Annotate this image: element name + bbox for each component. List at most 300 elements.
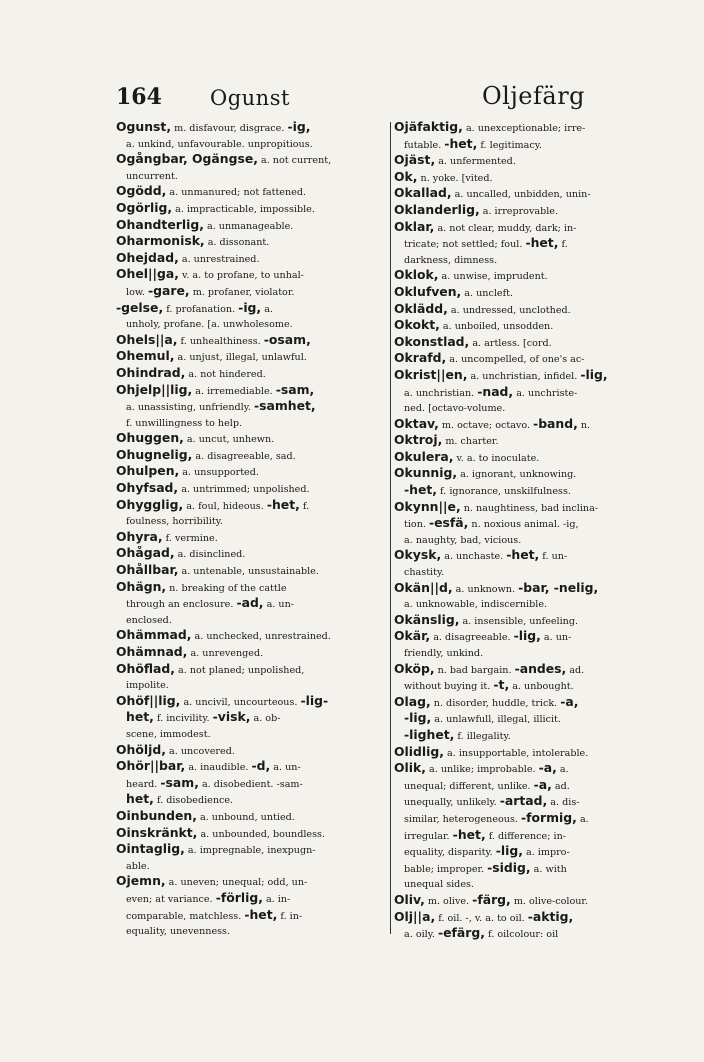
entry-line bbox=[394, 629, 666, 646]
headword: Okänslig, bbox=[394, 612, 460, 627]
definition-text: a. dis- bbox=[547, 797, 580, 809]
entry-line bbox=[116, 596, 386, 613]
definition-text: n. bbox=[577, 419, 591, 431]
headword: -ad, bbox=[236, 596, 264, 611]
headword: -efärg, bbox=[437, 926, 485, 940]
headword: Ogörlig, bbox=[116, 200, 173, 215]
definition-text: n. breaking of the cattle bbox=[166, 582, 287, 594]
definition-text: low. bbox=[126, 286, 149, 298]
definition-text: a. untrimmed; unpolished. bbox=[178, 484, 310, 496]
entry-line bbox=[394, 137, 666, 154]
headword: Oklanderlig, bbox=[394, 202, 480, 217]
entry-line bbox=[394, 186, 666, 203]
definition-text: a. disagreeable, sad. bbox=[192, 450, 296, 462]
headword: Ohöljd, bbox=[116, 742, 166, 757]
entry-line bbox=[394, 203, 666, 220]
definition-text: a. unchaste. bbox=[441, 551, 507, 563]
headword: Ohyra, bbox=[116, 529, 163, 544]
definition-text: a. unjust, illegal, unlawful. bbox=[174, 352, 307, 364]
entry-line bbox=[116, 924, 386, 940]
headword: Okrafd, bbox=[394, 351, 447, 366]
headword: -esfä, bbox=[428, 516, 469, 531]
entry-line bbox=[394, 500, 666, 517]
definition-text: chastity. bbox=[404, 567, 445, 579]
entry-line bbox=[394, 728, 666, 745]
entry-line bbox=[116, 251, 386, 268]
entry-line bbox=[394, 745, 666, 762]
definition-text: a. in- bbox=[262, 893, 291, 905]
definition-text: a. disagreeable. bbox=[430, 632, 514, 644]
definition-text: f. bbox=[299, 500, 310, 512]
definition-text: a. unknowable, indiscernible. bbox=[404, 599, 548, 611]
headword: Oharmonisk, bbox=[116, 234, 205, 249]
definition-text: f. ignorance, unskilfulness. bbox=[437, 486, 571, 498]
headword: Oinbunden, bbox=[116, 808, 197, 823]
headword: Ohägn, bbox=[116, 579, 167, 594]
headword: -formig, bbox=[520, 810, 577, 825]
headword: -andes, bbox=[514, 661, 567, 676]
headword: Okonstlad, bbox=[394, 334, 470, 349]
definition-text: tricate; not settled; foul. bbox=[404, 239, 526, 251]
entry-line bbox=[394, 516, 666, 533]
definition-text: a. un- bbox=[263, 599, 294, 611]
headword: -lig- bbox=[300, 693, 329, 708]
definition-text: a. inaudible. bbox=[185, 762, 252, 774]
entry-line bbox=[394, 711, 666, 728]
entry-line bbox=[116, 317, 386, 333]
definition-text: heard. bbox=[126, 778, 161, 790]
definition-text: a. uncovered. bbox=[165, 745, 235, 757]
definition-text: scene, immodest. bbox=[126, 728, 211, 740]
definition-text: a. unmanageable. bbox=[203, 220, 294, 232]
definition-text: a. foul, hideous. bbox=[183, 500, 267, 512]
entry-line bbox=[394, 268, 666, 285]
headword: -het, bbox=[506, 548, 540, 563]
definition-text: a. unchecked, unrestrained. bbox=[191, 631, 331, 643]
headword: -lig, bbox=[580, 367, 608, 382]
headword: het, bbox=[126, 792, 154, 807]
definition-text: similar, heterogeneous. bbox=[404, 813, 521, 825]
definition-text: foulness, horribility. bbox=[126, 516, 223, 528]
entry-line bbox=[394, 565, 666, 581]
headword: Ohuggen, bbox=[116, 431, 184, 446]
definition-text: a. impregnable, inexpugn- bbox=[184, 845, 316, 857]
headword: Oinskränkt, bbox=[116, 825, 198, 840]
entry-line bbox=[116, 842, 386, 859]
headword: Olidlig, bbox=[394, 744, 444, 759]
definition-text: a. not current, bbox=[257, 155, 332, 167]
definition-text: a. bbox=[576, 813, 589, 825]
headword: Ohämnad, bbox=[116, 645, 188, 659]
headword: -het, bbox=[444, 136, 478, 151]
entry-line bbox=[394, 581, 666, 598]
headword: -aktig, bbox=[527, 909, 574, 924]
entry-line bbox=[394, 302, 666, 319]
right-guide-word: Oljefärg bbox=[482, 82, 586, 110]
entry-line bbox=[116, 759, 386, 776]
entry-line bbox=[116, 333, 386, 350]
definition-text: f. difference; in- bbox=[485, 830, 566, 842]
entry-line bbox=[394, 466, 666, 483]
entry-line bbox=[394, 236, 666, 253]
entry-line bbox=[116, 234, 386, 251]
definition-text: equality, disparity. bbox=[404, 847, 496, 859]
headword: Okokt, bbox=[394, 318, 440, 333]
entry-line bbox=[116, 431, 386, 448]
headword: Ojemn, bbox=[116, 874, 166, 889]
headword: Ogödd, bbox=[116, 184, 167, 199]
headword: Okysk, bbox=[394, 548, 442, 563]
headword: Oklufven, bbox=[394, 284, 462, 299]
definition-text: able. bbox=[126, 860, 150, 872]
entry-line bbox=[116, 201, 386, 218]
headword: -sam, bbox=[160, 775, 199, 790]
headword: Ohågad, bbox=[116, 546, 175, 561]
definition-text: ad. bbox=[551, 780, 570, 792]
entry-line bbox=[116, 120, 386, 137]
headword: Olik, bbox=[394, 761, 426, 776]
definition-text: a. unknown. bbox=[452, 583, 519, 595]
page-header bbox=[116, 80, 676, 120]
definition-text: tion. bbox=[404, 519, 429, 531]
definition-text: unequal; different, unlike. bbox=[404, 780, 534, 792]
definition-text: a. bbox=[261, 303, 273, 315]
entry-line bbox=[116, 743, 386, 760]
headword: Oktroj, bbox=[394, 433, 443, 448]
headword: Ohållbar, bbox=[116, 563, 179, 578]
headword: Ohämmad, bbox=[116, 628, 192, 643]
entry-line bbox=[116, 710, 386, 727]
definition-text: a. uncivil, uncourteous. bbox=[180, 696, 301, 708]
headword: -lig, bbox=[513, 629, 541, 644]
definition-text: a. naughty, bad, vicious. bbox=[404, 534, 522, 546]
headword: Ohöf||lig, bbox=[116, 693, 181, 708]
definition-text: f. oil. -, v. a. to oil. bbox=[435, 912, 528, 924]
definition-text: v. a. to inoculate. bbox=[453, 452, 540, 464]
headword: Okulera, bbox=[394, 449, 454, 464]
definition-text: a. unrevenged. bbox=[187, 648, 264, 659]
definition-text: a. uncalled, unbidden, unin- bbox=[451, 189, 591, 201]
headword: -färg, bbox=[472, 892, 511, 907]
entry-line bbox=[116, 859, 386, 875]
entry-line bbox=[394, 761, 666, 778]
entry-line bbox=[116, 776, 386, 793]
entry-line bbox=[394, 893, 666, 910]
entry-line bbox=[394, 877, 666, 893]
definition-text: m. disfavour, disgrace. bbox=[171, 123, 288, 134]
entry-line bbox=[394, 926, 666, 940]
headword: Ojäfaktig, bbox=[394, 120, 463, 134]
headword: -samhet, bbox=[253, 399, 316, 414]
entry-line bbox=[116, 727, 386, 743]
headword: Oklok, bbox=[394, 268, 439, 283]
headword: Ok, bbox=[394, 169, 418, 184]
definition-text: f. legitimacy. bbox=[477, 139, 542, 151]
entry-line bbox=[116, 694, 386, 711]
definition-text: a. unchristian, infidel. bbox=[467, 370, 581, 382]
entry-line bbox=[116, 184, 386, 201]
definition-text: a. undressed, unclothed. bbox=[447, 304, 571, 316]
definition-text: unequally, unlikely. bbox=[404, 797, 500, 809]
definition-text: a. insensible, unfeeling. bbox=[459, 615, 579, 627]
headword: -lig, bbox=[404, 711, 432, 726]
definition-text: irregular. bbox=[404, 830, 453, 842]
definition-text: darkness, dimness. bbox=[404, 254, 498, 266]
definition-text: f. incivility. bbox=[153, 713, 213, 725]
definition-text: a. unmanured; not fattened. bbox=[166, 187, 307, 199]
headword: -artad, bbox=[499, 794, 548, 809]
definition-text: a. impracticable, impossible. bbox=[172, 203, 315, 215]
entry-line bbox=[394, 433, 666, 450]
entry-line bbox=[394, 794, 666, 811]
definition-text: enclosed. bbox=[126, 614, 172, 626]
headword: Ojäst, bbox=[394, 153, 436, 168]
headword: Oktav, bbox=[394, 416, 439, 431]
definition-text: f. disobedience. bbox=[153, 795, 234, 807]
definition-text: a. not hindered. bbox=[185, 368, 266, 380]
headword: Olag, bbox=[394, 694, 431, 709]
definition-text: a. unexceptionable; irre- bbox=[462, 123, 586, 134]
definition-text: m. octave; octavo. bbox=[438, 419, 534, 431]
definition-text: through an enclosure. bbox=[126, 599, 237, 611]
definition-text: a. unboiled, unsodden. bbox=[439, 321, 554, 333]
headword: -het, bbox=[452, 827, 486, 842]
definition-text: a. irremediable. bbox=[192, 385, 276, 397]
headword: -het, bbox=[266, 497, 300, 512]
headword: Ohindrad, bbox=[116, 365, 186, 380]
headword: -a, bbox=[538, 761, 557, 776]
entry-line bbox=[394, 811, 666, 828]
entry-line bbox=[394, 483, 666, 500]
definition-text: a. uncleft. bbox=[461, 287, 514, 299]
entry-line bbox=[394, 401, 666, 417]
definition-text: a. un- bbox=[270, 762, 301, 774]
definition-text: f. un- bbox=[539, 551, 568, 563]
page-number: 164 bbox=[116, 84, 162, 110]
entry-line bbox=[116, 267, 386, 284]
headword: Okär, bbox=[394, 629, 431, 644]
definition-text: equality, unevenness. bbox=[126, 926, 231, 938]
headword: Ohyfsad, bbox=[116, 481, 179, 496]
definition-text: even; at variance. bbox=[126, 893, 216, 905]
entry-line bbox=[116, 908, 386, 925]
definition-text: a. oily. bbox=[404, 929, 438, 940]
definition-text: a. uncompelled, of one's ac- bbox=[446, 354, 585, 366]
headword: Okunnig, bbox=[394, 466, 458, 481]
entry-line bbox=[394, 613, 666, 630]
headword: Oliv, bbox=[394, 892, 425, 907]
entry-line bbox=[394, 450, 666, 467]
entry-line bbox=[116, 481, 386, 498]
definition-text: unequal sides. bbox=[404, 879, 474, 891]
headword: het, bbox=[126, 710, 154, 725]
headword: -ig, bbox=[287, 120, 311, 134]
headword: -d, bbox=[251, 759, 271, 774]
headword: -het, bbox=[404, 483, 437, 498]
entry-line bbox=[116, 580, 386, 597]
entry-line bbox=[116, 448, 386, 465]
entry-line bbox=[394, 368, 666, 385]
entry-line bbox=[394, 910, 666, 927]
definition-text: a. unbought. bbox=[509, 681, 574, 693]
definition-text: a. unassisting, unfriendly. bbox=[126, 402, 254, 414]
entry-line bbox=[116, 645, 386, 662]
definition-text: a. untenable, unsustainable. bbox=[178, 566, 319, 578]
entry-line bbox=[394, 335, 666, 352]
headword: Ohandterlig, bbox=[116, 217, 204, 232]
entry-line bbox=[116, 874, 386, 891]
definition-text: a. unrestrained. bbox=[178, 253, 260, 265]
left-guide-word: Ogunst bbox=[210, 86, 290, 110]
definition-text: unholy, profane. [a. unwholesome. bbox=[126, 319, 293, 331]
definition-text: a. unlawfull, illegal, illicit. bbox=[431, 714, 561, 726]
entry-line bbox=[116, 416, 386, 432]
headword: Okän||d, bbox=[394, 580, 453, 595]
headword: Ohöflad, bbox=[116, 661, 175, 676]
entry-line bbox=[116, 891, 386, 908]
definition-text: f. bbox=[558, 239, 568, 251]
definition-text: a. not clear, muddy, dark; in- bbox=[434, 222, 577, 234]
definition-text: a. unsupported. bbox=[179, 467, 259, 479]
entry-line bbox=[394, 170, 666, 187]
headword: Okallad, bbox=[394, 186, 452, 201]
headword: Ohejdad, bbox=[116, 250, 179, 265]
entry-line bbox=[394, 385, 666, 402]
entry-line bbox=[116, 383, 386, 400]
headword: -t, bbox=[493, 678, 510, 693]
definition-text: a. uncut, unhewn. bbox=[183, 434, 275, 446]
headword: -sam, bbox=[275, 382, 315, 397]
entry-line bbox=[116, 678, 386, 694]
definition-text: a. uneven; unequal; odd, un- bbox=[165, 877, 308, 889]
entry-line bbox=[394, 253, 666, 269]
headword: -lighet, bbox=[404, 727, 455, 742]
definition-text: a. unbounded, boundless. bbox=[197, 828, 326, 840]
column-divider bbox=[390, 122, 391, 934]
definition-text: a. unlike; improbable. bbox=[425, 764, 539, 776]
headword: -gelse, bbox=[116, 300, 164, 315]
definition-text: a. artless. [cord. bbox=[469, 337, 552, 349]
definition-text: bable; improper. bbox=[404, 863, 488, 875]
definition-text: f. unhealthiness. bbox=[177, 335, 264, 347]
headword: -het, bbox=[244, 907, 278, 922]
entry-line bbox=[394, 861, 666, 878]
entry-line bbox=[116, 152, 386, 169]
headword: -nad, bbox=[477, 384, 514, 399]
definition-text: a. unwise, imprudent. bbox=[438, 271, 548, 283]
definition-text: a. disinclined. bbox=[174, 549, 246, 561]
entry-line bbox=[116, 399, 386, 416]
headword: Ohör||bar, bbox=[116, 759, 186, 774]
entry-line bbox=[116, 301, 386, 318]
definition-text: a. with bbox=[530, 863, 567, 875]
definition-text: f. oilcolour: oil bbox=[484, 929, 559, 940]
headword: Okrist||en, bbox=[394, 367, 468, 382]
headword: -bar, -nelig, bbox=[518, 580, 599, 595]
entry-line bbox=[394, 695, 666, 712]
headword: Ohemul, bbox=[116, 349, 175, 364]
definition-text: ned. [octavo-volume. bbox=[404, 403, 506, 415]
entry-line bbox=[394, 678, 666, 695]
definition-text: m. profaner, violator. bbox=[189, 286, 295, 298]
definition-text: v. a. to profane, to unhal- bbox=[179, 270, 304, 282]
definition-text: a. disobedient. -sam- bbox=[198, 778, 303, 790]
entry-line bbox=[116, 284, 386, 301]
entry-line bbox=[394, 351, 666, 368]
definition-text: a. insupportable, intolerable. bbox=[443, 747, 589, 759]
entry-line bbox=[394, 662, 666, 679]
headword: Ohel||ga, bbox=[116, 267, 179, 282]
definition-text: f. vermine. bbox=[162, 532, 218, 544]
definition-text: f. unwillingness to help. bbox=[126, 417, 243, 429]
definition-text: a. unfermented. bbox=[435, 156, 516, 168]
entry-line bbox=[394, 285, 666, 302]
definition-text: futable. bbox=[404, 139, 445, 151]
definition-text: m. olive-colour. bbox=[510, 895, 589, 907]
definition-text: ad. bbox=[566, 664, 585, 676]
definition-text: friendly, unkind. bbox=[404, 648, 484, 659]
headword: Ohjelp||lig, bbox=[116, 382, 193, 397]
entry-line bbox=[116, 169, 386, 185]
entry-line bbox=[394, 220, 666, 237]
definition-text: n. bad bargain. bbox=[434, 664, 515, 676]
definition-text: f. illegality. bbox=[454, 730, 511, 742]
entry-line bbox=[394, 548, 666, 565]
definition-text: a. unkind, unfavourable. unpropitious. bbox=[126, 138, 313, 150]
definition-text: f. in- bbox=[277, 910, 303, 922]
entry-line bbox=[116, 530, 386, 547]
entry-line bbox=[116, 809, 386, 826]
entry-line bbox=[116, 792, 386, 809]
entry-line bbox=[116, 613, 386, 629]
definition-text: a. ignorant, unknowing. bbox=[457, 469, 577, 481]
headword: Olj||a, bbox=[394, 909, 436, 924]
definition-text: a. dissonant. bbox=[204, 237, 270, 249]
headword: -förlig, bbox=[215, 890, 263, 905]
definition-text: m. olive. bbox=[424, 895, 473, 907]
entry-line bbox=[394, 778, 666, 795]
headword: Ohels||a, bbox=[116, 332, 178, 347]
definition-text: a. unbound, untied. bbox=[196, 811, 295, 823]
definition-text: uncurrent. bbox=[126, 170, 178, 182]
headword: Ohulpen, bbox=[116, 464, 180, 479]
definition-text: n. disorder, huddle, trick. bbox=[430, 697, 561, 709]
entry-line bbox=[394, 844, 666, 861]
definition-text: a. not planed; unpolished, bbox=[175, 664, 305, 676]
right-column bbox=[394, 120, 666, 940]
headword: Ohygglig, bbox=[116, 497, 184, 512]
definition-text: without buying it. bbox=[404, 681, 494, 693]
headword: -lig, bbox=[495, 844, 523, 859]
headword: -a, bbox=[533, 777, 552, 792]
entry-line bbox=[116, 498, 386, 515]
definition-text: a. irreprovable. bbox=[479, 205, 559, 217]
headword: -het, bbox=[525, 236, 559, 251]
headword: -band, bbox=[533, 416, 578, 431]
entry-line bbox=[394, 417, 666, 434]
entry-line bbox=[116, 826, 386, 843]
entry-line bbox=[116, 662, 386, 679]
definition-text: a. un- bbox=[540, 632, 572, 644]
definition-text: a. bbox=[556, 764, 569, 776]
headword: -osam, bbox=[263, 332, 311, 347]
headword: -ig, bbox=[238, 300, 262, 315]
entry-line bbox=[394, 597, 666, 613]
definition-text: impolite. bbox=[126, 680, 169, 692]
entry-line bbox=[394, 120, 666, 137]
headword: Okynn||e, bbox=[394, 499, 461, 514]
definition-text: m. charter. bbox=[442, 436, 499, 448]
